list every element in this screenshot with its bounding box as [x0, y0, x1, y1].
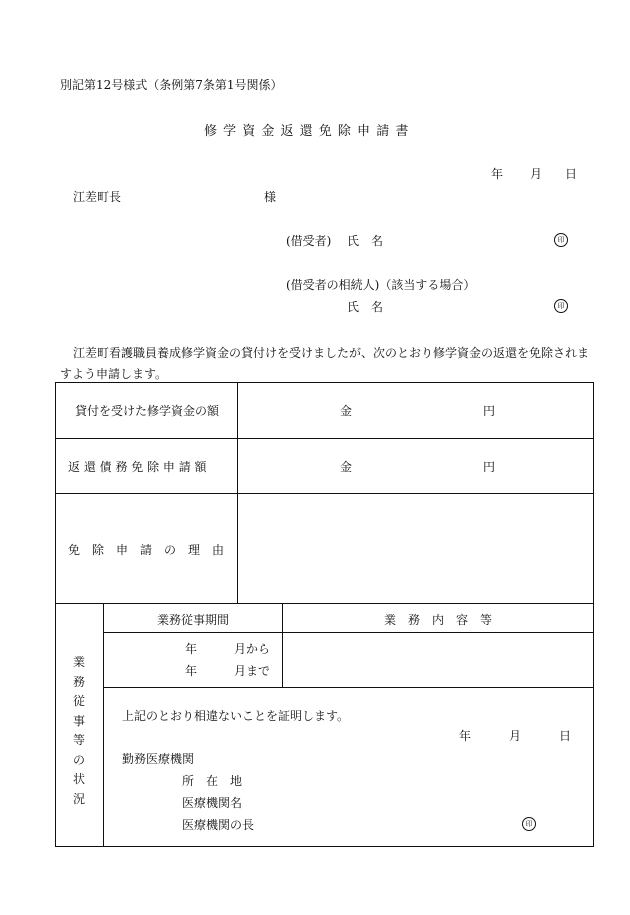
institution-seal-mark: 印 [522, 817, 536, 831]
period-from-year: 年 [185, 642, 198, 656]
statement-line-1: 江差町看護職員養成修学資金の貸付けを受けましたが、次のとおり修学資金の返還を免除されま [73, 346, 590, 360]
loan-amount-unit: 円 [483, 404, 496, 418]
exemption-amount-label: 返 還 債 務 免 除 申 請 額 [68, 460, 207, 474]
borrower-seal-mark: 印 [554, 233, 568, 247]
work-period-header: 業務従事期間 [157, 613, 230, 627]
statement-line-2: すよう申請します。 [60, 367, 168, 381]
side-label-char: 務 [72, 674, 85, 689]
side-label-char: 業 [72, 655, 85, 669]
date-day-label: 日 [565, 167, 578, 181]
institution-address-label: 所 在 地 [182, 774, 243, 788]
institution-label: 勤務医療機関 [122, 752, 195, 766]
row-divider [56, 493, 593, 494]
heir-label: (借受者の相続人)（該当する場合） [286, 278, 476, 292]
date-year-label: 年 [491, 167, 504, 181]
side-label-char: 状 [72, 772, 85, 786]
exemption-reason-label: 免 除 申 請 の 理 由 [68, 543, 225, 557]
column-divider [237, 383, 238, 603]
work-status-side-label [56, 653, 102, 809]
loan-amount-label: 貸付を受けた修学資金の額 [75, 404, 220, 418]
form-number: 別記第12号様式（条例第7条第1号関係） [60, 78, 283, 92]
period-to-suffix: 月まで [234, 664, 271, 678]
exemption-amount-currency: 金 [340, 460, 353, 474]
institution-head-label: 医療機関の長 [182, 818, 255, 832]
certification-text: 上記のとおり相違ないことを証明します。 [122, 709, 350, 723]
institution-name-label: 医療機関名 [182, 796, 243, 810]
row-divider [56, 438, 593, 439]
borrower-name-label: 氏 名 [347, 234, 384, 248]
side-label-char: 事 [72, 713, 85, 728]
column-divider [103, 603, 104, 846]
cert-month-label: 月 [509, 729, 522, 743]
borrower-label: (借受者) [286, 234, 332, 248]
side-label-char: 況 [72, 791, 85, 806]
row-divider [56, 603, 593, 604]
row-divider [104, 632, 593, 633]
cert-year-label: 年 [459, 729, 472, 743]
document-title: 修 学 資 金 返 還 免 除 申 請 書 [204, 124, 410, 139]
heir-name-label: 氏 名 [347, 300, 384, 314]
side-label-char: 従 [72, 694, 85, 708]
loan-amount-currency: 金 [340, 404, 353, 418]
addressee-name: 江差町長 [73, 190, 122, 204]
exemption-amount-unit: 円 [483, 460, 496, 474]
period-to-year: 年 [185, 664, 198, 678]
work-content-header: 業 務 内 容 等 [384, 613, 493, 627]
period-from-suffix: 月から [234, 642, 271, 656]
cert-day-label: 日 [559, 729, 572, 743]
heir-seal-mark: 印 [554, 299, 568, 313]
side-label-char: 等 [72, 733, 85, 747]
date-month-label: 月 [530, 167, 543, 181]
column-divider [282, 603, 283, 687]
application-table [55, 382, 594, 847]
row-divider [104, 687, 593, 688]
side-label-char: の [72, 752, 85, 767]
addressee-honorific: 様 [264, 190, 277, 204]
